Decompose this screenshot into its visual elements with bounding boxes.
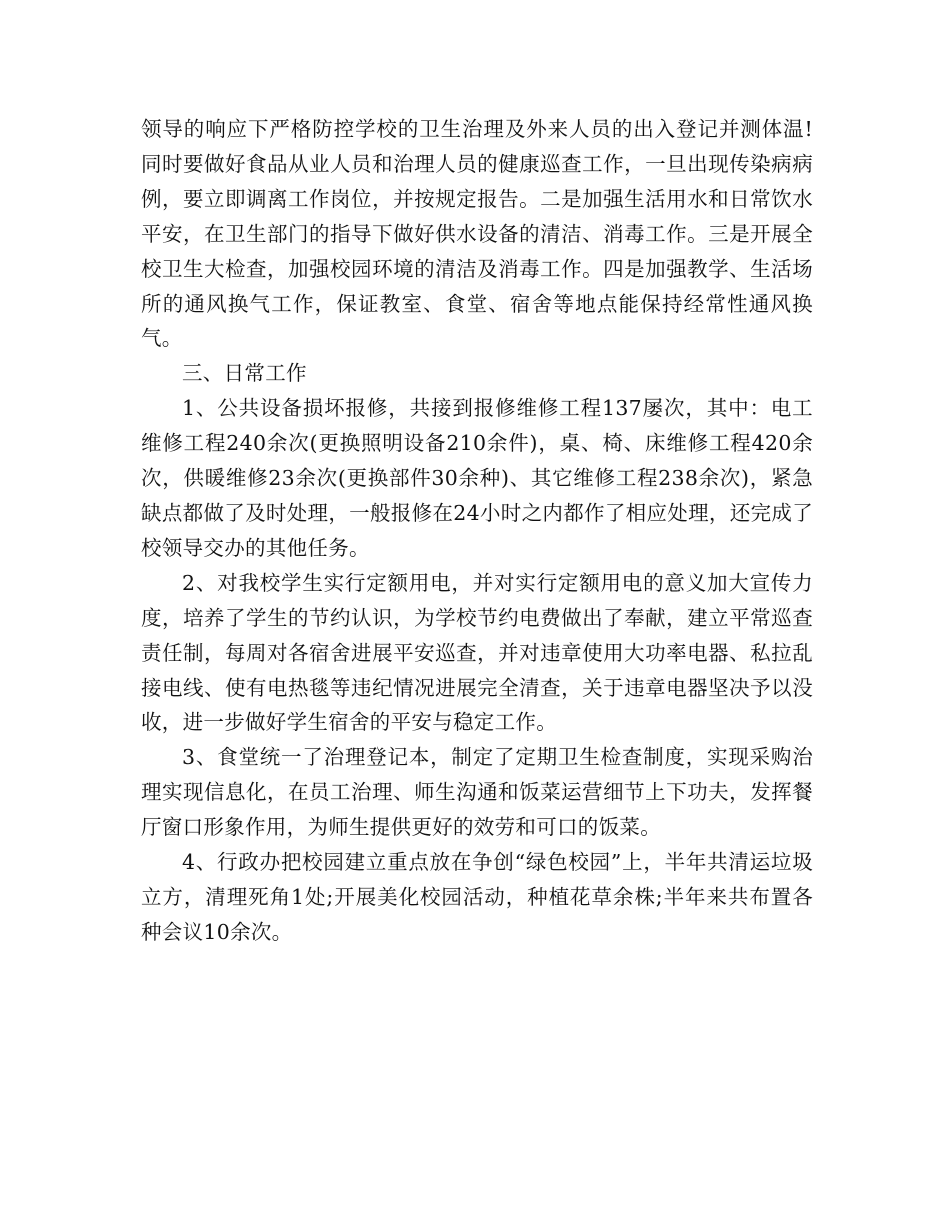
section-heading-daily-work: 三、日常工作 <box>182 361 307 386</box>
paragraph-hygiene-measures: 领导的响应下严格防控学校的卫生治理及外来人员的出入登记并测体温!同时要做好食品从业人员和治理人员的健康巡查工作，一旦出现传染病病例，要立即调离工作岗位，并按规定报告。二是加强生活用水和日常饮水平安，在卫生部门的指导下做好供水设备的清洁、消毒工作。三是开展全校卫生大检查，加强校园环境的清洁及消毒工作。四是加强教学、生活场所的通风换气工作，保证教室、食堂、宿舍等地点能保持经常性通风换气。 <box>141 117 813 351</box>
paragraph-electricity-quota: 2、对我校学生实行定额用电，并对实行定额用电的意义加大宣传力度，培养了学生的节约认识，为学校节约电费做出了奉献，建立平常巡查责任制，每周对各宿舍进展平安巡查，并对违章使用大功率电器、私拉乱接电线、使有电热毯等违纪情况进展完全清查，关于违章电器坚决予以没收，进一步做好学生宿舍的平安与稳定工作。 <box>141 570 813 735</box>
paragraph-canteen: 3、食堂统一了治理登记本，制定了定期卫生检查制度，实现采购治理实现信息化，在员工治理、师生沟通和饭菜运营细节上下功夫，发挥餐厅窗口形象作用，为师生提供更好的效劳和可口的饭菜。 <box>141 745 813 840</box>
paragraph-repairs: 1、公共设备损坏报修，共接到报修维修工程137屡次，其中：电工维修工程240余次(更换照明设备210余件)，桌、椅、床维修工程420余次，供暖维修23余次(更换部件30余种)、其它维修工程238余次)，紧急缺点都做了及时处理，一般报修在24小时之内都作了相应处理，还完成了校领导交办的其他任务。 <box>141 396 813 560</box>
paragraph-green-campus: 4、行政办把校园建立重点放在争创“绿色校园”上，半年共清运垃圾立方，清理死角1处;开展美化校园活动，种植花草余株;半年来共布置各种会议10余次。 <box>141 850 813 944</box>
document-body <box>141 112 813 950</box>
